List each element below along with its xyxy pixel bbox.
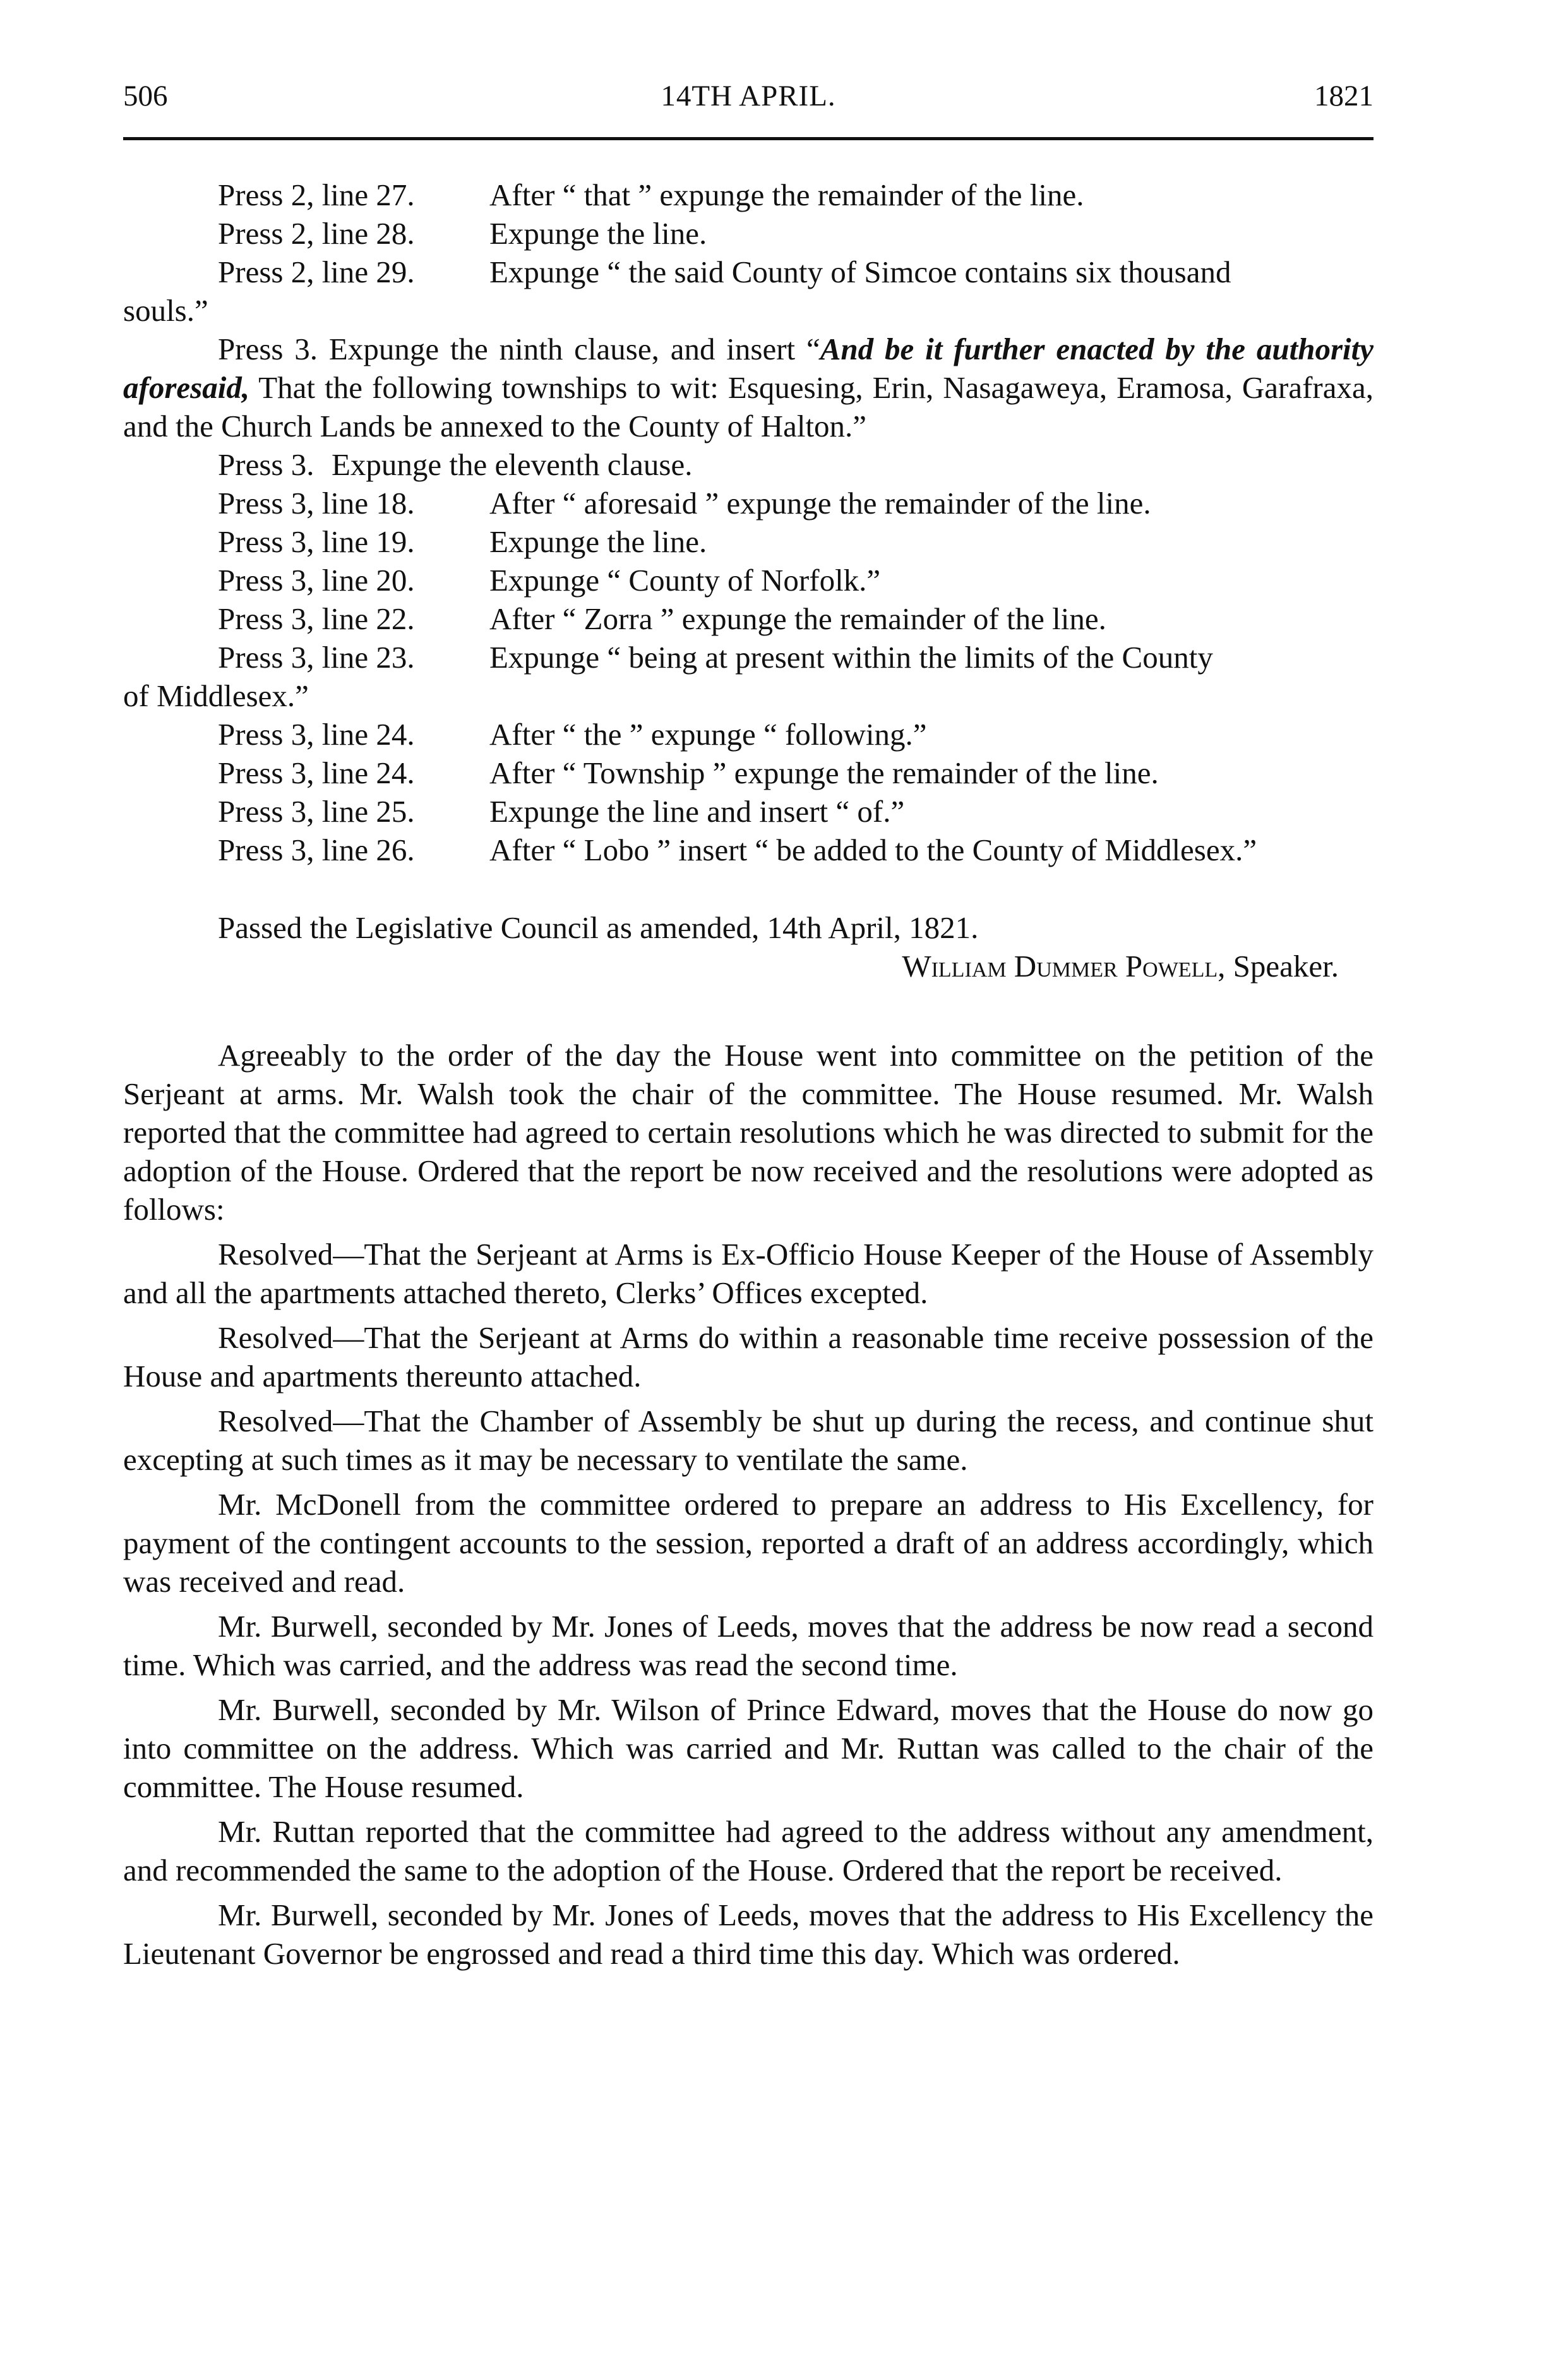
- running-head: 14TH APRIL.: [661, 80, 836, 112]
- amendment-ref: Press 3.: [218, 447, 314, 482]
- paragraph: Resolved—That the Chamber of Assembly be shut up during the recess, and continue shut excepting at such times as it may be necessary to ventilate the same.: [123, 1404, 1373, 1477]
- proceedings: [123, 1036, 1373, 1973]
- signature-name: William Dummer Powell,: [902, 949, 1226, 984]
- amendment-text: After “ that ” expunge the remainder of the line.: [489, 178, 1084, 212]
- amendment-text: After “ Zorra ” expunge the remainder of the line.: [489, 601, 1106, 636]
- amendment-text: Expunge the ninth clause, and insert “: [328, 332, 820, 366]
- amendment-item: [123, 792, 1373, 831]
- amendment-continuation: souls.”: [123, 293, 208, 328]
- paragraph: Mr. Ruttan reported that the committee had agreed to the address without any amendment, and recommended the same to the adoption of the House. Ordered that the report be received.: [123, 1814, 1373, 1887]
- paragraph: Mr. Burwell, seconded by Mr. Wilson of Prince Edward, moves that the House do now go into committee on the address. Which was carried and Mr. Ruttan was called to the chair of the committee. The House resumed.: [123, 1692, 1373, 1804]
- amendment-item: [123, 638, 1373, 715]
- paragraph: Resolved—That the Serjeant at Arms do within a reasonable time receive possession of the House and apartments thereunto attached.: [123, 1320, 1373, 1393]
- amendment-item: [123, 176, 1373, 214]
- paragraph: Agreeably to the order of the day the House went into committee on the petition of the Serjeant at arms. Mr. Walsh took the chair of the committee. The House resumed. Mr. Walsh reported that the committee had agreed to certain resolutions which he was directed to submit for the adoption of the House. Ordered that the report be now received and the resolutions were adopted as follows:: [123, 1038, 1373, 1227]
- amendment-ref: Press 2, line 29.: [218, 255, 415, 289]
- amendment-item: [123, 599, 1373, 638]
- amendment-continuation: of Middlesex.”: [123, 678, 309, 713]
- amendment-text: Expunge “ the said County of Simcoe contains six thousand: [489, 255, 1231, 289]
- amendment-ref: Press 3, line 26.: [218, 833, 415, 867]
- amendment-ref: Press 3, line 18.: [218, 486, 415, 521]
- amendment-item: [123, 831, 1373, 869]
- page: [123, 79, 1373, 1979]
- amendment-ref: Press 3, line 20.: [218, 563, 415, 598]
- paragraph: Mr. Burwell, seconded by Mr. Jones of Leeds, moves that the address be now read a second time. Which was carried, and the address was read the second time.: [123, 1609, 1373, 1682]
- header-year: 1821: [1314, 80, 1373, 112]
- enacting-clause: And be it further enacted by the authority aforesaid,: [123, 332, 1373, 405]
- amendment-text: Expunge “ being at present within the limits of the County: [489, 640, 1213, 675]
- signature: [123, 947, 1373, 985]
- amendment-text: Expunge the line and insert “ of.”: [489, 794, 905, 829]
- amendment-item: [123, 522, 1373, 561]
- amendment-ref: Press 3, line 24.: [218, 717, 415, 752]
- amendment-item: [123, 754, 1373, 792]
- amendment-text: After “ aforesaid ” expunge the remainder of the line.: [489, 486, 1151, 521]
- amendment-text: After “ Township ” expunge the remainder of the line.: [489, 755, 1159, 790]
- amendment-ref: Press 3, line 25.: [218, 794, 415, 829]
- press3-amendment: [123, 330, 1373, 445]
- amendment-ref: Press 3, line 24.: [218, 755, 415, 790]
- amendment-item: [123, 561, 1373, 599]
- amendment-ref: Press 2, line 27.: [218, 178, 415, 212]
- amendment-ref: Press 3, line 19.: [218, 524, 415, 559]
- paragraph: Mr. McDonell from the committee ordered to prepare an address to His Excellency, for payment of the contingent accounts to the session, reported a draft of an address accordingly, which was received and read.: [123, 1487, 1373, 1599]
- amendment-text-cont: That the following townships to wit: Esquesing, Erin, Nasagaweya, Eramosa, Garafraxa, and the Church Lands be annexed to the County of Halton.”: [123, 370, 1373, 443]
- amendment-text: Expunge “ County of Norfolk.”: [489, 563, 881, 598]
- header-rule: [123, 137, 1373, 140]
- signature-title: Speaker.: [1225, 949, 1339, 984]
- amendment-text: Expunge the line.: [489, 524, 707, 559]
- amendment-ref: Press 3, line 22.: [218, 601, 415, 636]
- amendment-item: [123, 253, 1373, 330]
- amendment-text: Expunge the eleventh clause.: [332, 447, 693, 482]
- amendment-text: After “ the ” expunge “ following.”: [489, 717, 927, 752]
- amendments-list-a: [123, 176, 1373, 869]
- page-number: 506: [123, 80, 168, 112]
- amendment-text: After “ Lobo ” insert “ be added to the County of Middlesex.”: [489, 833, 1257, 867]
- amendment-item: [123, 484, 1373, 522]
- passed-statement: Passed the Legislative Council as amended, 14th April, 1821.: [218, 910, 979, 945]
- amendment-ref: Press 3, line 23.: [218, 640, 415, 675]
- paragraph: Mr. Burwell, seconded by Mr. Jones of Leeds, moves that the address to His Excellency the Lieutenant Governor be engrossed and read a third time this day. Which was ordered.: [123, 1898, 1373, 1971]
- amendment-text: Expunge the line.: [489, 216, 707, 251]
- amendment-ref: Press 2, line 28.: [218, 216, 415, 251]
- amendment-item: [123, 214, 1373, 253]
- page-header: [123, 79, 1373, 129]
- paragraph: Resolved—That the Serjeant at Arms is Ex-Officio House Keeper of the House of Assembly and all the apartments attached thereto, Clerks’ Offices excepted.: [123, 1237, 1373, 1310]
- amendment-item: [123, 445, 1373, 484]
- amendment-item: [123, 715, 1373, 754]
- amendment-ref: Press 3.: [218, 332, 318, 366]
